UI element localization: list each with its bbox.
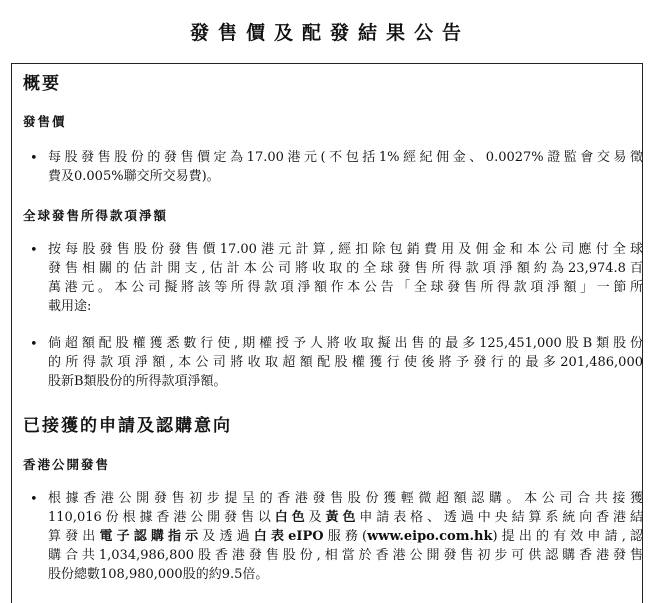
text-line: [48, 508, 643, 527]
text-fragment: 算發出: [48, 529, 100, 544]
text-fragment: )提出的有效申請,認: [492, 529, 643, 544]
net-proceeds-heading: 全球發售所得款項淨額: [23, 208, 169, 223]
bullet-icon: •: [30, 337, 38, 352]
text-line: 發售相關的估計開支,估計本公司將收取的全球發售所得款項淨額約為23,974.8百: [48, 261, 643, 276]
summary-heading: 概要: [23, 74, 61, 94]
text-line: [48, 527, 643, 546]
text-line: 股份總數108,980,000股的約9.5倍。: [48, 567, 269, 582]
net-proceeds-paragraph: [48, 240, 643, 316]
text-line: 載用途:: [48, 299, 92, 314]
offer-price-paragraph: [48, 148, 643, 186]
white-form-label: 白色: [274, 510, 309, 525]
text-line: 萬港元。本公司擬將該等所得款項淨額作本公告「全球發售所得款項淨額」一節所: [48, 280, 643, 295]
text-line: 根據香港公開發售初步提呈的香港發售股份獲輕微超額認購。本公司合共接獲: [48, 491, 643, 506]
eipi-label: 電子認購指示: [99, 529, 203, 544]
bullet-icon: •: [30, 151, 38, 166]
text-line: 按每股發售股份發售價17.00港元計算,經扣除包銷費用及佣金和本公司應付全球: [48, 242, 643, 257]
white-form-eipo-label: 白表eIPO: [253, 529, 324, 544]
bullet-icon: •: [30, 243, 38, 258]
hk-public-offering-paragraph: [48, 489, 643, 584]
yellow-form-label: 黃色: [325, 510, 360, 525]
text-line: 費及0.005%聯交所交易費)。: [48, 169, 220, 184]
eipo-url: www.eipo.com.hk: [367, 529, 493, 544]
hk-public-offering-heading: 香港公開發售: [23, 457, 111, 472]
bullet-icon: •: [30, 492, 38, 507]
text-fragment: 申請表格、透過中央結算系統向香港結: [359, 510, 643, 525]
text-line: 的所得款項淨額,本公司將收取超額配股權獲行使後將予發行的最多201,486,000: [48, 355, 643, 370]
text-fragment: 及: [308, 510, 326, 525]
text-fragment: 服務(: [323, 529, 368, 544]
text-line: 購合共1,034,986,800股香港發售股份,相當於香港公開發售初步可供認購香港發售: [48, 548, 643, 563]
text-line: 倘超額配股權獲悉數行使,期權授予人將收取擬出售的最多125,451,000股B類股份: [48, 336, 643, 351]
document-title: 發售價及配發結果公告: [189, 22, 470, 44]
offer-price-heading: 發售價: [23, 114, 67, 129]
text-fragment: 110,016份根據香港公開發售以: [48, 510, 275, 525]
text-fragment: 及透過: [202, 529, 254, 544]
over-allotment-paragraph: [48, 334, 643, 391]
applications-heading: 已接獲的申請及認購意向: [23, 416, 232, 436]
text-line: 股新B類股份的所得款項淨額。: [48, 374, 227, 389]
text-line: 每股發售股份的發售價定為17.00港元(不包括1%經紀佣金、0.0027%證監會交易徵: [48, 150, 643, 165]
